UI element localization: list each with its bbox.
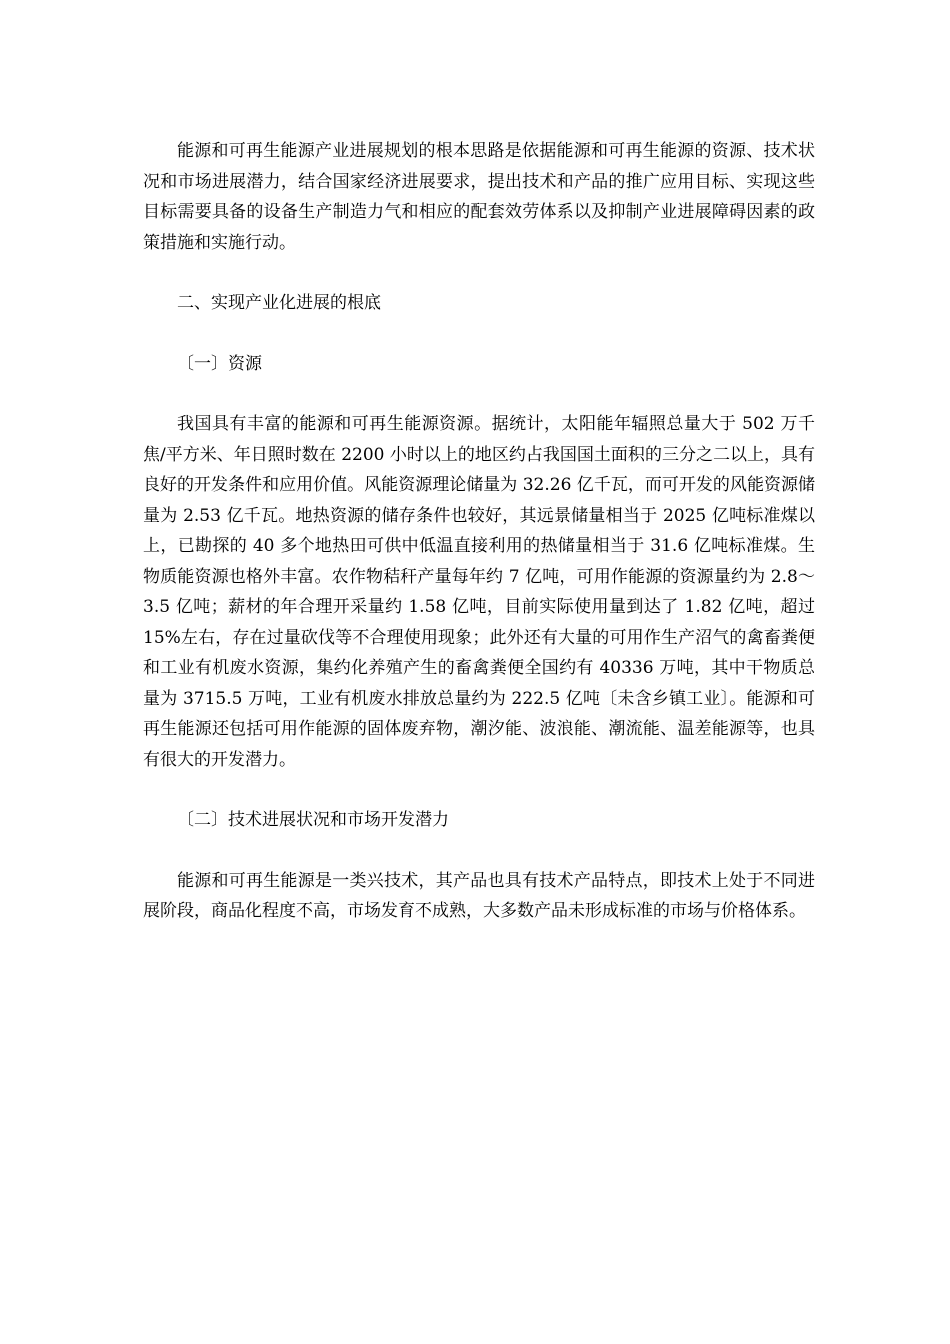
resources-paragraph: 我国具有丰富的能源和可再生能源资源。据统计，太阳能年辐照总量大于 502 万千焦/平方米、年日照时数在 2200 小时以上的地区约占我国国土面积的三分之二以上，具有良好的开发条件和应用价值。风能资源理论储量为 32.26 亿千瓦，而可开发的风能资源储量为 2.53 亿千瓦。地热资源的储存条件也较好，其远景储量相当于 2025 亿吨标准煤以上，已勘探的 40 多个地热田可供中低温直接利用的热储量相当于 31.6 亿吨标准煤。生物质能资源也格外丰富。农作物秸秆产量每年约 7 亿吨，可用作能源的资源量约为 2.8～3.5 亿吨；薪材的年合理开采量约 1.58 亿吨，目前实际使用量到达了 1.82 亿吨，超过 15%左右，存在过量砍伐等不合理使用现象；此外还有大量的可用作生产沼气的禽畜粪便和工业有机废水资源，集约化养殖产生的畜禽粪便全国约有 40336 万吨，其中干物质总量为 3715.5 万吨，工业有机废水排放总量约为 222.5 亿吨〔未含乡镇工业〕。能源和可再生能源还包括可用作能源的固体废弃物，潮汐能、波浪能、潮流能、温差能源等，也具有很大的开发潜力。 xyxy=(143,414,815,770)
technology-paragraph: 能源和可再生能源是一类兴技术，其产品也具有技术产品特点，即技术上处于不同进展阶段，商品化程度不高，市场发育不成熟，大多数产品未形成标准的市场与价格体系。 xyxy=(143,870,815,921)
document-page xyxy=(143,136,815,927)
intro-paragraph: 能源和可再生能源产业进展规划的根本思路是依据能源和可再生能源的资源、技术状况和市场进展潜力，结合国家经济进展要求，提出技术和产品的推广应用目标、实现这些目标需要具备的设备生产制造力气和相应的配套效劳体系以及抑制产业进展障碍因素的政策措施和实施行动。 xyxy=(143,141,815,253)
subsection-heading-resources: 〔一〕资源 xyxy=(177,353,262,374)
subsection-heading-technology: 〔二〕技术进展状况和市场开发潜力 xyxy=(177,810,449,830)
section-heading: 二、实现产业化进展的根底 xyxy=(177,293,381,313)
